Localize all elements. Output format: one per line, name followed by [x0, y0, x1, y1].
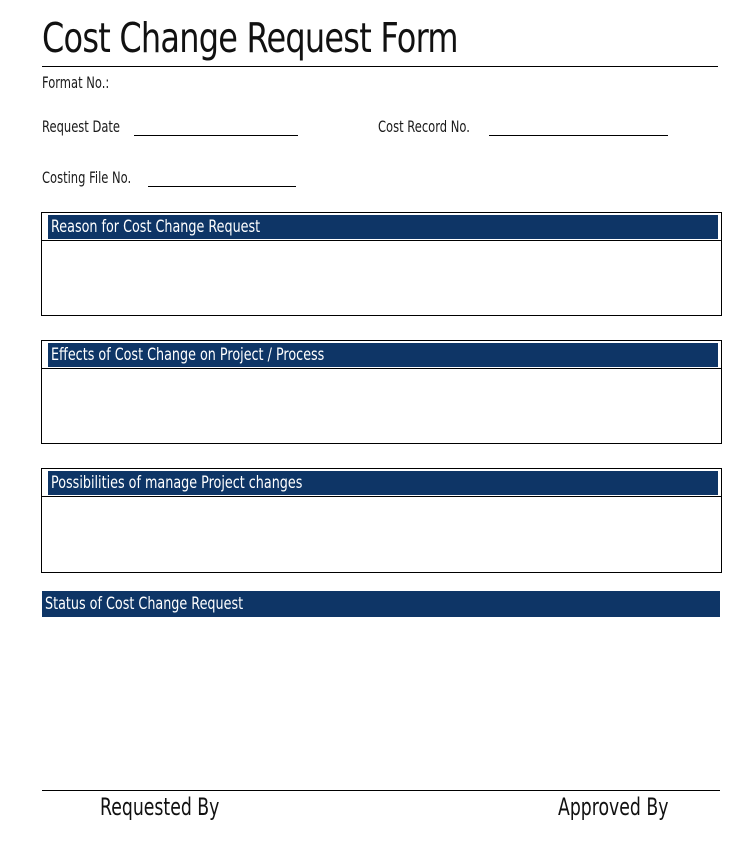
title-divider — [42, 66, 718, 67]
format-no-label: Format No.: — [42, 73, 110, 92]
costing-file-no-label: Costing File No. — [42, 168, 132, 187]
effects-header-rule — [42, 368, 721, 369]
request-date-label: Request Date — [42, 117, 120, 136]
effects-textarea[interactable] — [44, 371, 719, 441]
possibilities-header-rule — [42, 496, 721, 497]
status-section-title: Status of Cost Change Request — [45, 594, 244, 614]
requested-by-label: Requested By — [100, 793, 220, 821]
status-section-header — [42, 591, 720, 617]
signature-rule — [42, 790, 720, 791]
possibilities-section — [41, 468, 722, 573]
reason-section-title: Reason for Cost Change Request — [51, 217, 261, 237]
cost-record-no-field[interactable] — [489, 135, 668, 136]
page-title: Cost Change Request Form — [42, 14, 458, 62]
cost-record-no-label: Cost Record No. — [378, 117, 470, 136]
status-area[interactable] — [42, 619, 720, 779]
reason-textarea[interactable] — [44, 243, 719, 313]
costing-file-no-field[interactable] — [148, 186, 296, 187]
reason-header-rule — [42, 240, 721, 241]
reason-section-header — [45, 215, 718, 239]
possibilities-section-title: Possibilities of manage Project changes — [51, 473, 303, 493]
request-date-field[interactable] — [134, 135, 298, 136]
effects-section — [41, 340, 722, 444]
possibilities-section-header — [45, 471, 718, 495]
approved-by-label: Approved By — [558, 793, 669, 821]
effects-section-header — [45, 343, 718, 367]
possibilities-textarea[interactable] — [44, 499, 719, 570]
reason-section — [41, 212, 722, 316]
effects-section-title: Effects of Cost Change on Project / Process — [51, 345, 325, 365]
